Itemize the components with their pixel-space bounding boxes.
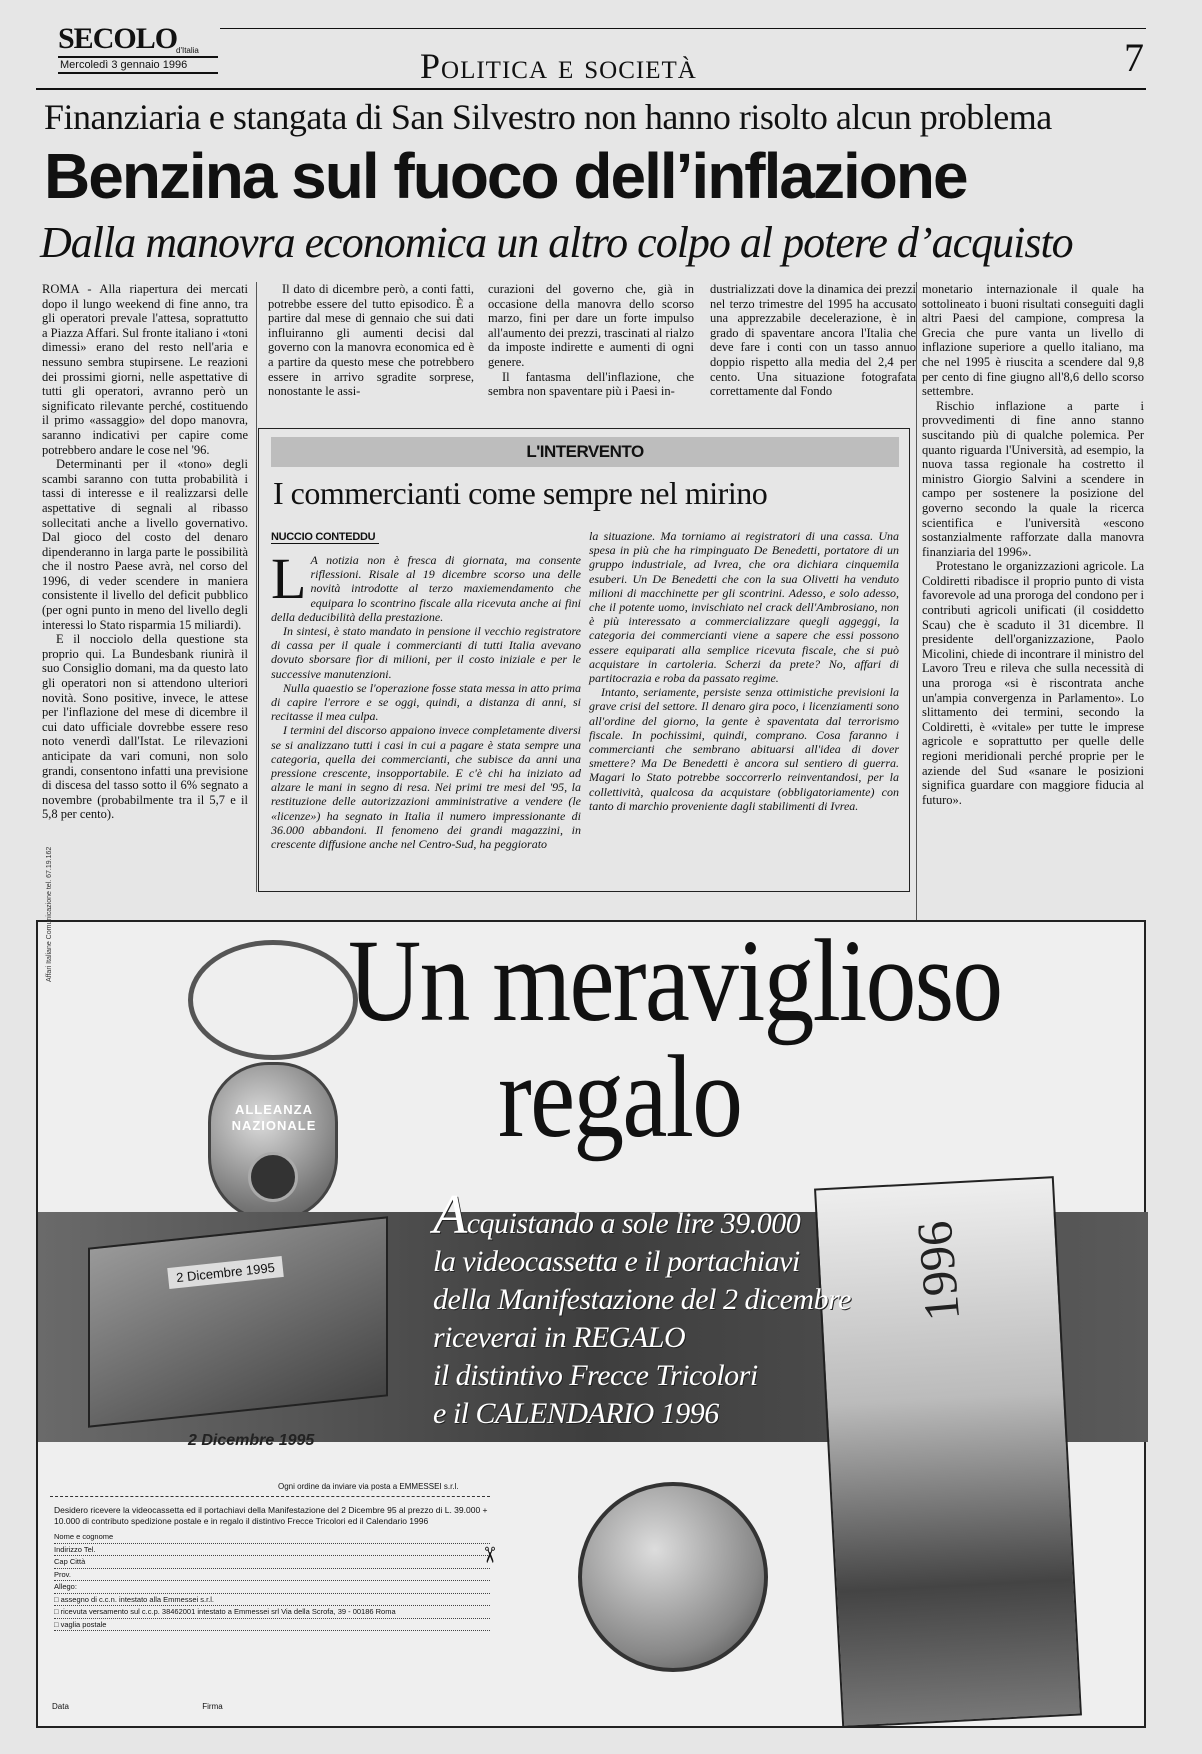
article-paragraph: monetario internazionale il quale ha sottolineato i buoni risultati conseguiti dagli altri Paesi del campione, compresa la Grecia che pure vanta un livello di inflazione superiore a quello italiano, ma che nel 1995 è riuscita a scendere dal 9,8 per cento di fine giugno all'8,6 dello scorso settembre. [922, 282, 1144, 399]
column-rule [916, 282, 917, 922]
coupon-note: Ogni ordine da inviare via posta a EMMESSEI s.r.l. [278, 1482, 459, 1491]
coupon-field: □ assegno di c.c.n. intestato alla Emmessei s.r.l. [54, 1594, 490, 1607]
logo-subtitle: d'Italia [176, 46, 199, 55]
intervento-paragraph: A notizia non è fresca di giornata, ma consente riflessioni. Risale al 19 dicembre scorso una delle novità introdotte al terzo maxiemendamento che equipara lo scontrino fiscale alla ricevuta anche ai fini della deducibilità della prestazione. [271, 553, 581, 624]
logo-name: SECOLO [58, 22, 178, 55]
article-paragraph: curazioni del governo che, già in occasione della manovra dello scorso marzo, fini per dare un forte impulso all'aumento dei prezzi, trascinati al rialzo da imposte indirette e aumenti di ogni genere. [488, 282, 694, 369]
calendar-year: 1996 [905, 1218, 971, 1324]
article-column-2 [268, 282, 474, 428]
intervento-column-2 [589, 529, 899, 813]
coupon-field: Nome e cognome [54, 1531, 490, 1544]
drop-cap: L [271, 546, 307, 611]
flame-emblem-icon [248, 1152, 298, 1202]
ad-offer-text [433, 1184, 953, 1433]
intervento-paragraph: Intanto, seriamente, persiste senza ottimistiche previsioni la grave crisi del settore. Il denaro gira poco, i licenziamenti sono all'ordine del giorno, la gente è spaventata dal terrorismo fiscale. In pochissimi, quindi, comprano. Cosa faranno i commercianti che sembrano abituarsi all'idea di dover smettere? Ma De Benedetti è ancora sul sentiero di guerra. Magari lo Stato potrebbe soccorrerlo reinventandosi, per la collettività, qualcosa da acquistare (obbligatoriamente) con tanto di marchio proveniente dagli stabilimenti di Ivrea. [589, 685, 899, 813]
coupon-field: Allego: [54, 1581, 490, 1594]
intervento-box [258, 428, 910, 892]
offer-line: Acquistando a sole lire 39.000 [433, 1184, 801, 1246]
advertisement [36, 846, 1146, 1728]
offer-line: della Manifestazione del 2 dicembre [433, 1283, 851, 1316]
ad-title-line-2: regalo [498, 1031, 742, 1162]
offer-line: la videocassetta e il portachiavi [433, 1245, 800, 1278]
main-headline: Benzina sul fuoco dell’inflazione [44, 140, 967, 212]
article-paragraph: ROMA - Alla riapertura dei mercati dopo il lungo weekend di fine anno, tra gli operatori prevale l'attesa, soprattutto a Piazza Affari. Sul fronte italiano i «toni dimessi» erano del resto nell'aria e nessuno sembra stupirsene. Le reazioni dei prossimi giorni, nelle aspettative di tutti gli operatori, avranno però un significato rilevante perché, costituendo il primo «assaggio» del dopo manovra, saranno indicativi per capire come potrebbero andare le cose nel '96. [42, 282, 248, 457]
intervento-paragraph: la situazione. Ma torniamo ai registratori di una cassa. Una spesa in più che ha rimpinguato De Benedetti, portatore di un gruppo industriale, ad Ivrea, che ora dichiara cinquemila esuberi. Un De Benedetti che con la sua Olivetti ha venduto milioni di macchinette per gli scontrini. Adesso, e solo adesso, che il potente uomo, invischiato nel crack dell'Ambrosiano, non è più interessato a commercializzare quegli aggeggi, la categoria dei commercianti viene a sapere che essi possono essere equiparati alla semplice ricevuta fiscale, che si può acquistare in cartoleria. Scherzi da prete? No, affari di partitocrazia e roba da passato regime. [589, 529, 899, 686]
coupon-field: Indirizzo Tel. [54, 1544, 490, 1557]
offer-line: riceverai in REGALO [433, 1321, 686, 1354]
issue-date: Mercoledì 3 gennaio 1996 [58, 56, 218, 74]
article-paragraph: Il dato di dicembre però, a conti fatti, potrebbe essere del tutto episodico. È a partire dal mese di gennaio che sui dati influiranno gli aumenti decisi dal governo con la manovra economica ed è a partire da questo mese che potrebbero essere in arrivo sgradite sorprese, nonostante le assi- [268, 282, 474, 399]
deck-headline: Dalla manovra economica un altro colpo al potere d’acquisto [40, 218, 1073, 267]
article-paragraph: Protestano le organizzazioni agricole. La Coldiretti ribadisce il proprio punto di vista favorevole ad una proroga del condono per i contributi agricoli unificati (il cosiddetto Scau) che è scaduto il 31 dicembre. Il presidente dell'organizzazione, Paolo Micolini, chiede di incontrare il ministro del Lavoro Treu e rileva che sulla necessità di una proroga «si è riscontrata anche un'ampia convergenza in Parlamento». Lo slittamento dei termini, secondo la Coldiretti, è «vitale» per tutte le imprese agricole e soprattutto per quelle delle regioni meridionali perché proprie per le aziende del Sud «sanare le posizioni significa guardare con maggiore fiducia al futuro». [922, 559, 1144, 807]
coupon-field: □ vaglia postale [54, 1619, 490, 1632]
ad-credit: Affari Italiane Comunicazione tel. 67.19.162 [46, 846, 53, 982]
page-number: 7 [1124, 35, 1144, 80]
order-coupon [50, 1496, 490, 1724]
coupon-field: Cap Città [54, 1556, 490, 1569]
ad-title-line-1: Un meraviglioso [348, 915, 1002, 1046]
article-column-1 [42, 282, 248, 892]
offer-initial: A [433, 1184, 467, 1246]
article-paragraph: Il fantasma dell'inflazione, che sembra non spaventare più i Paesi in- [488, 369, 694, 399]
article-paragraph: dustrializzati dove la dinamica dei prezzi nel terzo trimestre del 1995 ha accusato una apprezzabile decelerazione, è in grado di spaventare ancora l'Italia che deve fare i conti con un tasso annuo doppio rispetto alla media del 2,4 per cento. Una situazione fotografata correttamente dal Fondo [710, 282, 916, 399]
article-column-3 [488, 282, 694, 428]
videocassette-image [88, 1216, 388, 1428]
article-column-5 [922, 282, 1144, 922]
coupon-field: Prov. [54, 1569, 490, 1582]
intervento-column-1 [271, 546, 581, 852]
kicker-headline: Finanziaria e stangata di San Silvestro non hanno risolto alcun problema [44, 97, 1052, 137]
intervento-paragraph: In sintesi, è stato mandato in pensione il vecchio registratore di cassa per il quale i commercianti di tutti Italia avevano dovuto sborsare fior di milioni, per il costo iniziale e per le successive manutenzioni. [271, 624, 581, 681]
article-paragraph: E il nocciolo della questione sta proprio qui. La Bundesbank riunirà il suo Consiglio domani, ma da questo lato gli operatori non si attendono ulteriori novità. Sono positive, invece, le attese per l'inflazione del mese di dicembre il cui dato ufficiale dovrebbe essere reso noto venerdì dall'Istat. Le rilevazioni anticipate da vari comuni, non solo grandi, consentono infatti una previsione di discesa del tasso sotto il 6% segnato a novembre (probabilmente tra il 5,7 e il 5,8 per cento). [42, 632, 248, 822]
byline: NUCCIO CONTEDDU [271, 531, 376, 543]
keyring-ring-image [188, 940, 358, 1060]
section-title: Politica e società [420, 46, 697, 86]
coupon-field: □ ricevuta versamento sul c.c.p. 38462001 intestato a Emmessei srl Via della Scrofa, 39 - 00186 Roma [54, 1606, 490, 1619]
videocassette-date-label-2: 2 Dicembre 1995 [188, 1432, 315, 1449]
intervento-paragraph: Nulla quaestio se l'operazione fosse stata messa in atto prima di capire l'errore e se oggi, quindi, a distanza di anni, si recitasse il mea culpa. [271, 680, 581, 724]
intervento-paragraph: I termini del discorso appaiono invece completamente diversi se si analizzano tutti i casi in cui a pagare è stata sempre una categoria, quella dei commercianti, che subisce da anni una pressione crescente, insopportabile. E c'è chi ha iniziato ad alzare le mani in segno di resa. Nei primi tre mesi del '95, la restituzione delle autorizzazioni amministrative a vendere (le «licenze») ha segnato in Italia il numero impressionante di 36.000 abbandoni. Il fenomeno dei grandi magazzini, in crescente diffusione anche nel Centro-Sud, ha peggiorato [271, 723, 581, 852]
frecce-tricolori-badge-image [578, 1482, 768, 1672]
coupon-signature-line: Data Firma [52, 1702, 223, 1711]
newspaper-logo [58, 24, 218, 74]
masthead-rule [220, 28, 1146, 29]
intervento-label: L'INTERVENTO [271, 437, 899, 467]
medal-text: ALLEANZA NAZIONALE [231, 1102, 317, 1133]
article-paragraph: Rischio inflazione a parte i provvedimenti di fine anno stanno suscitando più di qualche polemica. Per quanto riguarda l'Università, ad esempio, la nuova tassa regionale ha costretto il ministro Giorgio Salvini a scendere in campo per sostenere la posizione del governo secondo la quale la ricerca scientifica e l'università «escono sostanzialmente rafforzate dalla manovra finanziaria del 1996». [922, 398, 1144, 559]
column-rule [256, 282, 257, 892]
coupon-text: Desidero ricevere la videocassetta ed il portachiavi della Manifestazione del 2 Dicembre 95 al prezzo di L. 39.000 + 10.000 di contributo spedizione postale e in regalo il distintivo Frecce Tricolori ed il Calendario 1996 [54, 1505, 488, 1526]
videocassette-date-label: 2 Dicembre 1995 [167, 1256, 284, 1289]
byline-rule [271, 543, 379, 544]
article-paragraph: Determinanti per il «tono» degli scambi saranno con tutta probabilità i tassi di interesse e il realizzarsi delle aspettative di segnali al ribasso sollecitati anche a livello governativo. Dal gioco del costo del denaro dipenderanno in larga parte le possibilità che il nostro Paese avrà, nel corso del 1996, di veder scendere in maniera consistente il livello del deficit pubblico (per ogni punto in meno del livello degli interessi lo Stato risparmia 15 miliardi). [42, 457, 248, 632]
offer-line: il distintivo Frecce Tricolori [433, 1359, 758, 1392]
intervento-title: I commercianti come sempre nel mirino [273, 475, 768, 511]
offer-line: e il CALENDARIO 1996 [433, 1397, 719, 1430]
article-column-4 [710, 282, 916, 428]
coupon-fields [54, 1531, 490, 1631]
scissors-icon: ✂ [477, 1545, 503, 1565]
header-rule [36, 88, 1146, 90]
